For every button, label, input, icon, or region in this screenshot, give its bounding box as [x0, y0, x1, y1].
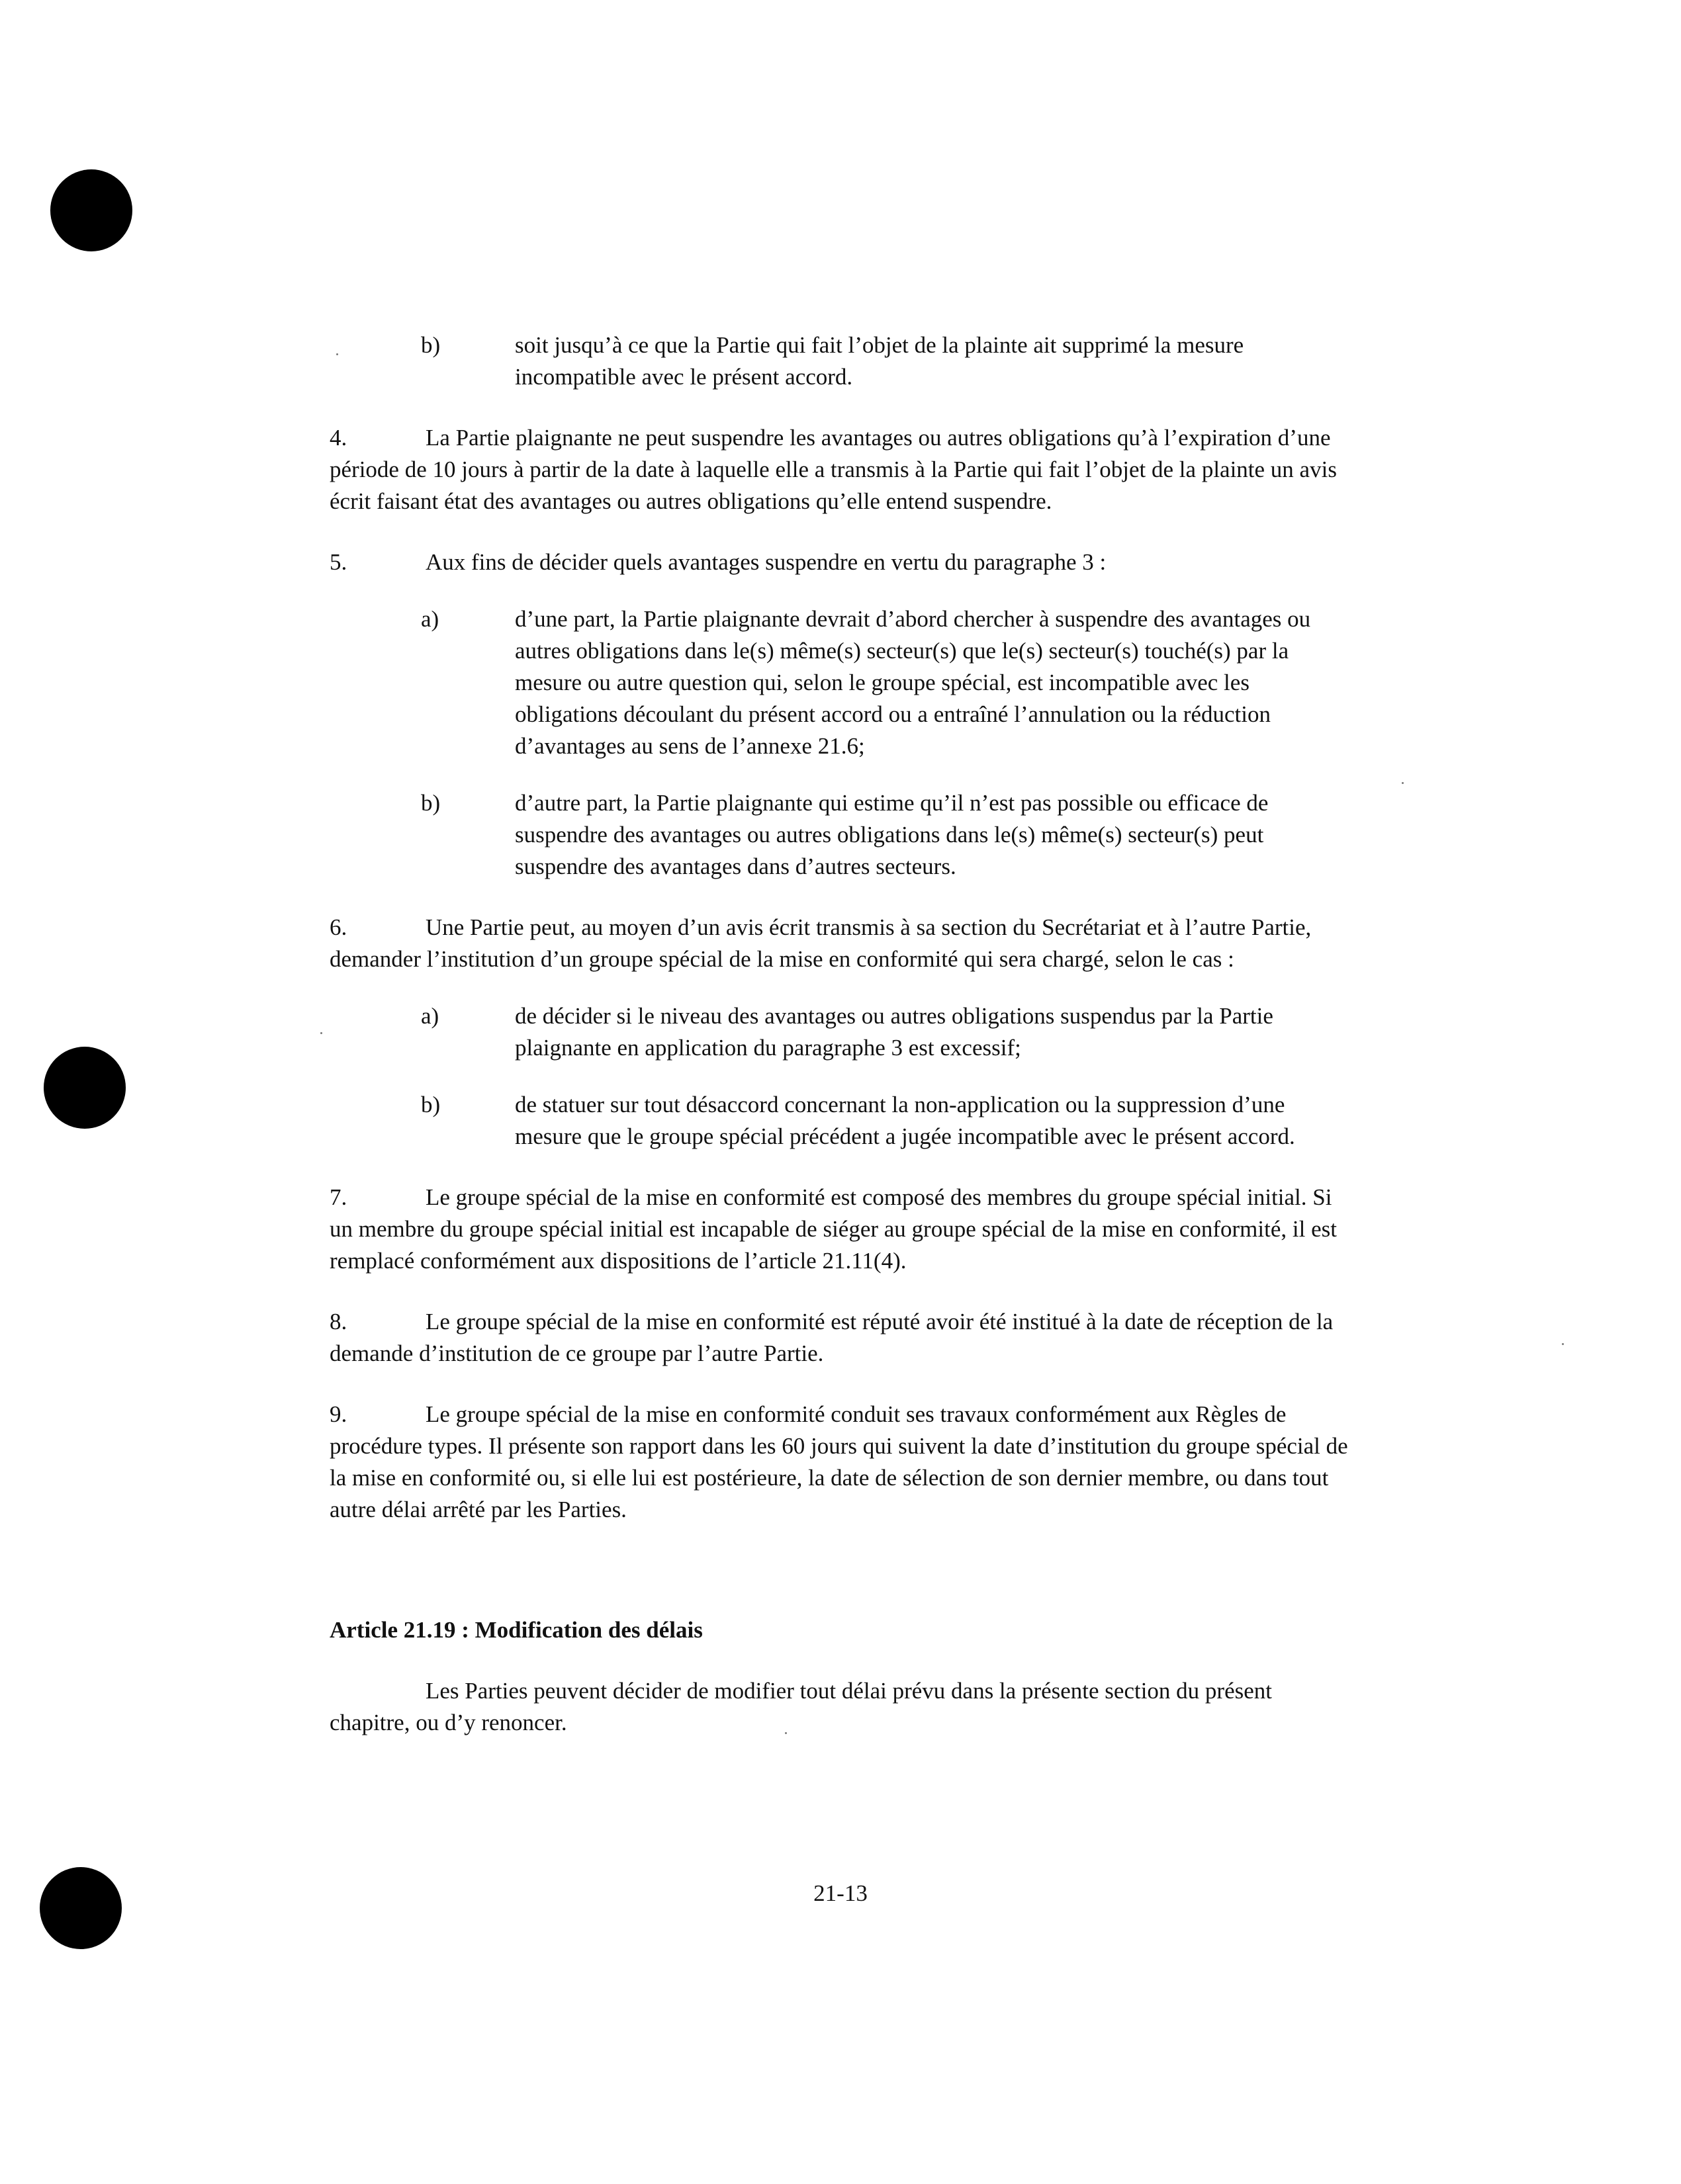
paragraph-number: 6.	[330, 914, 347, 940]
item-label: b)	[421, 332, 441, 358]
article-text: Les Parties peuvent décider de modifier tout délai prévu dans la présente section du présent chapitre, ou d’y renoncer.	[330, 1678, 1273, 1735]
item-label: b)	[421, 1092, 441, 1117]
paragraph-9-text	[330, 1399, 1355, 1526]
paragraph-6	[330, 912, 1355, 975]
paragraph-body: Le groupe spécial de la mise en conformité conduit ses travaux conformément aux Règles de procédure types. Il présente son rapport dans les 60 jours qui suivent la date d’institution du groupe spécial de la mise en conformité ou, si elle lui est postérieure, la date de sélection de son dernier membre, ou dans tout autre délai arrêté par les Parties.	[330, 1401, 1348, 1522]
paragraph-7-text	[330, 1182, 1355, 1277]
punch-hole-top	[50, 169, 132, 251]
scan-speck	[1562, 1343, 1564, 1345]
document-body	[330, 329, 1355, 1739]
paragraph-5	[330, 546, 1355, 578]
paragraph-body: Aux fins de décider quels avantages suspendre en vertu du paragraphe 3 :	[426, 549, 1107, 575]
item-text: de statuer sur tout désaccord concernant la non-application ou la suppression d’une mesure que le groupe spécial précédent a jugée incompatible avec le présent accord.	[515, 1092, 1295, 1149]
paragraph-4-text	[330, 422, 1355, 517]
punch-hole-middle	[44, 1047, 126, 1129]
paragraph-7	[330, 1182, 1355, 1277]
paragraph-number: 7.	[330, 1184, 347, 1210]
article-heading: Article 21.19 : Modification des délais	[330, 1617, 703, 1643]
page-number: 21-13	[813, 1880, 868, 1906]
item-3b	[330, 329, 1355, 393]
paragraph-body: Le groupe spécial de la mise en conformité est composé des membres du groupe spécial initial. Si un membre du groupe spécial initial est incapable de siéger au groupe spécial de la mise en conformité, il est remplacé conformément aux dispositions de l’article 21.11(4).	[330, 1184, 1337, 1274]
paragraph-number: 5.	[330, 549, 347, 575]
paragraph-body: Une Partie peut, au moyen d’un avis écrit transmis à sa section du Secrétariat et à l’autre Partie, demander l’institution d’un groupe spécial de la mise en conformité qui sera chargé, selon le cas :	[330, 914, 1312, 972]
item-text: d’une part, la Partie plaignante devrait d’abord chercher à suspendre des avantages ou autres obligations dans le(s) même(s) secteur(s) que le(s) secteur(s) touché(s) par la mesure ou autre question qui, selon le groupe spécial, est incompatible avec les obligations découlant du présent accord ou a entraîné l’annulation ou la réduction d’avantages au sens de l’annexe 21.6;	[515, 606, 1311, 759]
item-5a	[330, 603, 1355, 762]
item-label: b)	[421, 790, 441, 816]
paragraph-body: Le groupe spécial de la mise en conformité est réputé avoir été institué à la date de réception de la demande d’institution de ce groupe par l’autre Partie.	[330, 1309, 1334, 1366]
paragraph-number: 9.	[330, 1401, 347, 1427]
item-6a	[330, 1000, 1355, 1064]
item-label: a)	[421, 606, 439, 632]
item-text: d’autre part, la Partie plaignante qui estime qu’il n’est pas possible ou efficace de suspendre des avantages ou autres obligations dans le(s) même(s) secteur(s) peut suspendre des avantages dans d’autres secteurs.	[515, 790, 1269, 879]
paragraph-6-text	[330, 912, 1355, 975]
paragraph-8-text	[330, 1306, 1355, 1370]
paragraph-number: 8.	[330, 1309, 347, 1334]
item-5b	[330, 787, 1355, 883]
paragraph-4	[330, 422, 1355, 517]
item-text: de décider si le niveau des avantages ou autres obligations suspendus par la Partie plaignante en application du paragraphe 3 est excessif;	[515, 1003, 1273, 1061]
paragraph-5-text	[330, 546, 1355, 578]
paragraph-number: 4.	[330, 425, 347, 451]
paragraph-body: La Partie plaignante ne peut suspendre les avantages ou autres obligations qu’à l’expiration d’une période de 10 jours à partir de la date à laquelle elle a transmis à la Partie qui fait l’objet de la plainte un avis écrit faisant état des avantages ou autres obligations qu’elle entend suspendre.	[330, 425, 1337, 514]
scan-speck	[320, 1032, 322, 1034]
scan-speck	[1402, 782, 1404, 784]
item-label: a)	[421, 1003, 439, 1029]
paragraph-8	[330, 1306, 1355, 1370]
item-text: soit jusqu’à ce que la Partie qui fait l’objet de la plainte ait supprimé la mesure incompatible avec le présent accord.	[515, 332, 1244, 390]
paragraph-9	[330, 1399, 1355, 1526]
item-6b	[330, 1089, 1355, 1153]
punch-hole-bottom	[40, 1867, 122, 1949]
